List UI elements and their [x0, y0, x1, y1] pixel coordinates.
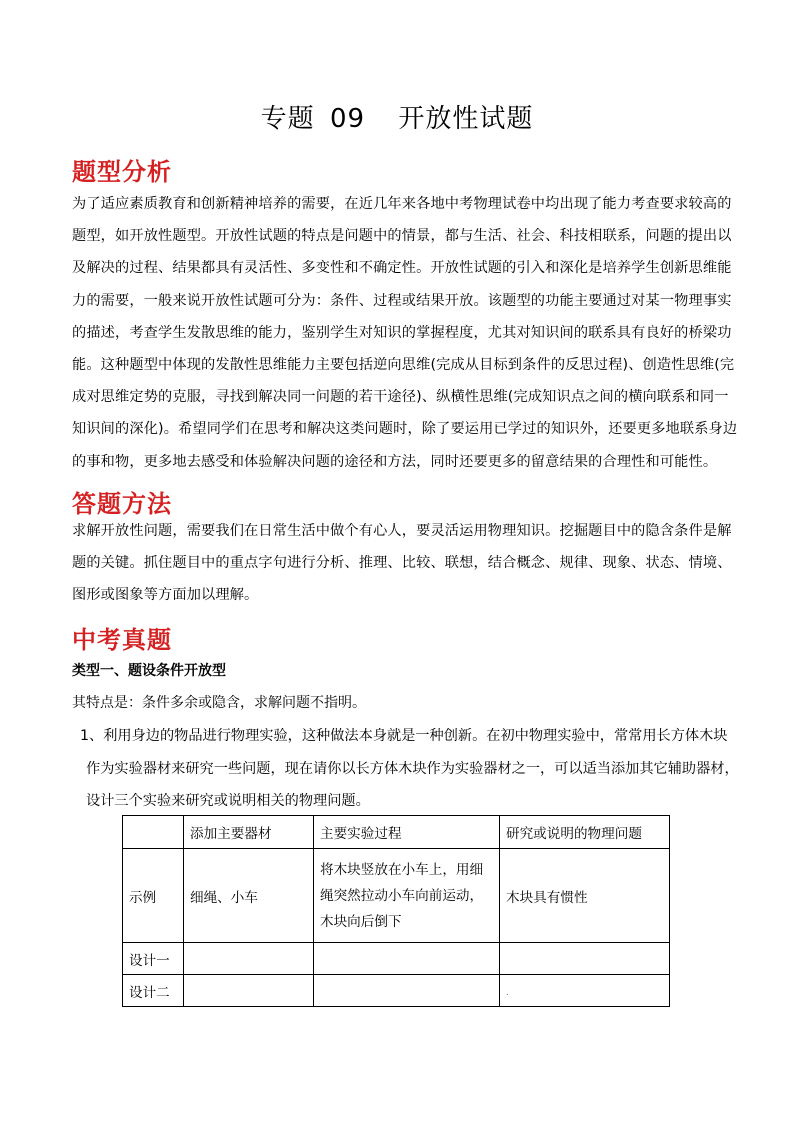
question-line: 设计三个实验来研究或说明相关的物理问题。: [86, 793, 370, 809]
page-title: [0, 98, 794, 135]
question-line: 1、利用身边的物品进行物理实验，这种做法本身就是一种创新。在初中物理实验中，常常用长方体木块: [80, 728, 728, 744]
question-1: [80, 720, 740, 818]
process-line: 将木块竖放在小车上，用细: [320, 861, 484, 878]
process-line: 绳突然拉动小车向前运动，: [320, 887, 484, 904]
analysis-line: 能。这种题型中体现的发散性思维能力主要包括逆向思维(完成从目标到条件的反思过程)、创造性思维(完: [72, 357, 735, 374]
type-heading: 类型一、题设条件开放型: [72, 663, 226, 679]
title-number: 09: [329, 104, 366, 134]
cell-process: [314, 849, 500, 943]
row-label-design1: 设计一: [123, 943, 184, 975]
title-prefix: 专题: [260, 104, 315, 134]
analysis-line: 力的需要，一般来说开放性试题可分为：条件、过程或结果开放。该题型的功能主要通过对某一物理事实: [72, 292, 732, 309]
row-label-design2: 设计二: [123, 975, 184, 1007]
section-heading-analysis: 题型分析: [72, 158, 172, 186]
method-line: 图形或图象等方面加以理解。: [72, 587, 259, 604]
analysis-paragraph: [72, 188, 738, 478]
analysis-line: 为了适应素质教育和创新精神培养的需要，在近几年来各地中考物理试卷中均出现了能力考查要求较高的: [72, 196, 732, 212]
method-line: 求解开放性问题，需要我们在日常生活中做个有心人，要灵活运用物理知识。挖掘题目中的隐含条件是解: [72, 523, 732, 539]
empty-cell: [500, 975, 670, 1007]
stray-mark: .: [506, 987, 509, 997]
process-line: 木块向后倒下: [320, 913, 402, 930]
table-row-example: [123, 849, 670, 943]
analysis-line: 成对思维定势的克服，寻找到解决同一问题的若干途径)、纵横性思维(完成知识点之间的横向联系和同一: [72, 389, 729, 406]
experiment-table: [122, 815, 670, 1007]
empty-cell: [184, 975, 314, 1007]
section-heading-exam: 中考真题: [72, 626, 172, 654]
row-label-example: 示例: [123, 849, 184, 943]
analysis-line: 知识间的深化)。希望同学们在思考和解决这类问题时，除了要运用已学过的知识外，还要更多地联系身边: [72, 421, 738, 438]
analysis-line: 的事和物，更多地去感受和体验解决问题的途径和方法，同时还要更多的留意结果的合理性和可能性。: [72, 453, 718, 470]
table-header-cell: 主要实验过程: [314, 816, 500, 849]
table-header-cell: [123, 816, 184, 849]
table-row-design1: [123, 943, 670, 975]
method-line: 题的关键。抓住题目中的重点字句进行分析、推理、比较、联想，结合概念、规律、现象、状态、情境、: [72, 555, 732, 572]
method-paragraph: [72, 515, 732, 612]
table-header-row: [123, 816, 670, 849]
cell-equipment: 细绳、小车: [184, 849, 314, 943]
empty-cell: [314, 943, 500, 975]
empty-cell: [500, 943, 670, 975]
cell-issue: 木块具有惯性: [500, 849, 670, 943]
analysis-line: 题型，如开放性题型。开放性试题的特点是问题中的情景，都与生活、社会、科技相联系，问题的提出以: [72, 228, 732, 245]
section-heading-method: 答题方法: [72, 490, 172, 518]
empty-cell: [314, 975, 500, 1007]
analysis-line: 及解决的过程、结果都具有灵活性、多变性和不确定性。开放性试题的引入和深化是培养学生创新思维能: [72, 260, 732, 277]
table-header-cell: 研究或说明的物理问题: [500, 816, 670, 849]
table-header-cell: 添加主要器材: [184, 816, 314, 849]
analysis-line: 的描述，考查学生发散思维的能力，鉴别学生对知识的掌握程度，尤其对知识间的联系具有良好的桥梁功: [72, 324, 732, 341]
type-feature: 其特点是：条件多余或隐含，求解问题不指明。: [72, 695, 366, 711]
empty-cell: [184, 943, 314, 975]
question-line: 作为实验器材来研究一些问题，现在请你以长方体木块作为实验器材之一，可以适当添加其它辅助器材，: [86, 760, 739, 777]
table-row-design2: [123, 975, 670, 1007]
title-name: 开放性试题: [398, 104, 534, 134]
